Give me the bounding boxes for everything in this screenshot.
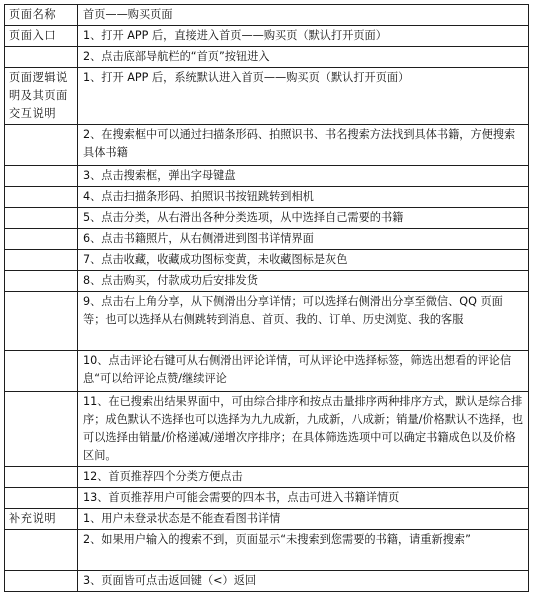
logic-label-empty (5, 250, 78, 271)
row-entry-2 (5, 47, 529, 68)
logic-label-empty (5, 271, 78, 292)
row-page-name (5, 5, 529, 26)
logic-item: 9、点击右上角分享，从下侧滑出分享详情；可以选择右侧滑出分享至微信、QQ 页面等；也可以选择从右侧跳转到消息、首页、我的、订单、历史浏览、我的客服 (78, 292, 529, 351)
logic-item: 4、点击扫描条形码、拍照识书按钮跳转到相机 (78, 187, 529, 208)
row-logic-2 (5, 125, 529, 166)
row-logic-10 (5, 351, 529, 392)
logic-label-empty (5, 292, 78, 351)
notes-item: 3、页面皆可点击返回键（<）返回 (78, 571, 529, 592)
logic-label-empty (5, 166, 78, 187)
spec-table (4, 4, 529, 592)
logic-item: 13、首页推荐用户可能会需要的四本书，点击可进入书籍详情页 (78, 488, 529, 509)
entry-item: 1、打开 APP 后，直接进入首页——购买页（默认打开页面） (78, 26, 529, 47)
notes-item: 1、用户未登录状态是不能查看图书详情 (78, 509, 529, 530)
logic-label-empty (5, 229, 78, 250)
notes-label-empty (5, 571, 78, 592)
logic-label-empty (5, 351, 78, 392)
row-logic-8 (5, 271, 529, 292)
logic-item: 1、打开 APP 后，系统默认进入首页——购买页（默认打开页面） (78, 68, 529, 125)
logic-label-empty (5, 488, 78, 509)
logic-label: 页面逻辑说明及其页面交互说明 (5, 68, 78, 125)
row-notes-3 (5, 571, 529, 592)
page-name-label: 页面名称 (5, 5, 78, 26)
row-entry-1 (5, 26, 529, 47)
page-name-value: 首页——购买页面 (78, 5, 529, 26)
logic-label-empty (5, 392, 78, 467)
logic-label-empty (5, 467, 78, 488)
logic-item: 2、在搜索框中可以通过扫描条形码、拍照识书、书名搜索方法找到具体书籍，方便搜索具体书籍 (78, 125, 529, 166)
row-logic-9 (5, 292, 529, 351)
notes-item: 2、如果用户输入的搜索不到，页面显示“未搜索到您需要的书籍，请重新搜索” (78, 530, 529, 571)
logic-label-empty (5, 187, 78, 208)
entry-label-empty (5, 47, 78, 68)
logic-item: 11、在已搜索出结果界面中，可由综合排序和按点击量排序两种排序方式，默认是综合排序；成色默认不选择也可以选择为九九成新，九成新，八成新；销量/价格默认不选择，也可以选择由销量/价格递减/递增次序排序；在具体筛选选项中可以确定书籍成色以及价格区间。 (78, 392, 529, 467)
entry-label: 页面入口 (5, 26, 78, 47)
notes-label: 补充说明 (5, 509, 78, 530)
row-notes-2 (5, 530, 529, 571)
row-logic-3 (5, 166, 529, 187)
logic-item: 10、点击评论右键可从右侧滑出评论详情，可从评论中选择标签，筛选出想看的评论信息“可以给评论点赞/继续评论 (78, 351, 529, 392)
row-logic-1 (5, 68, 529, 125)
row-logic-13 (5, 488, 529, 509)
row-logic-6 (5, 229, 529, 250)
entry-item: 2、点击底部导航栏的“首页”按钮进入 (78, 47, 529, 68)
notes-label-empty (5, 530, 78, 571)
row-logic-5 (5, 208, 529, 229)
logic-item: 6、点击书籍照片，从右侧滑进到图书详情界面 (78, 229, 529, 250)
row-logic-7 (5, 250, 529, 271)
logic-item: 12、首页推荐四个分类方便点击 (78, 467, 529, 488)
row-notes-1 (5, 509, 529, 530)
logic-item: 7、点击收藏，收藏成功图标变黄，未收藏图标是灰色 (78, 250, 529, 271)
logic-label-empty (5, 125, 78, 166)
row-logic-4 (5, 187, 529, 208)
logic-label-empty (5, 208, 78, 229)
row-logic-12 (5, 467, 529, 488)
row-logic-11 (5, 392, 529, 467)
logic-item: 3、点击搜索框，弹出字母键盘 (78, 166, 529, 187)
logic-item: 5、点击分类，从右滑出各种分类选项，从中选择自己需要的书籍 (78, 208, 529, 229)
logic-item: 8、点击购买，付款成功后安排发货 (78, 271, 529, 292)
